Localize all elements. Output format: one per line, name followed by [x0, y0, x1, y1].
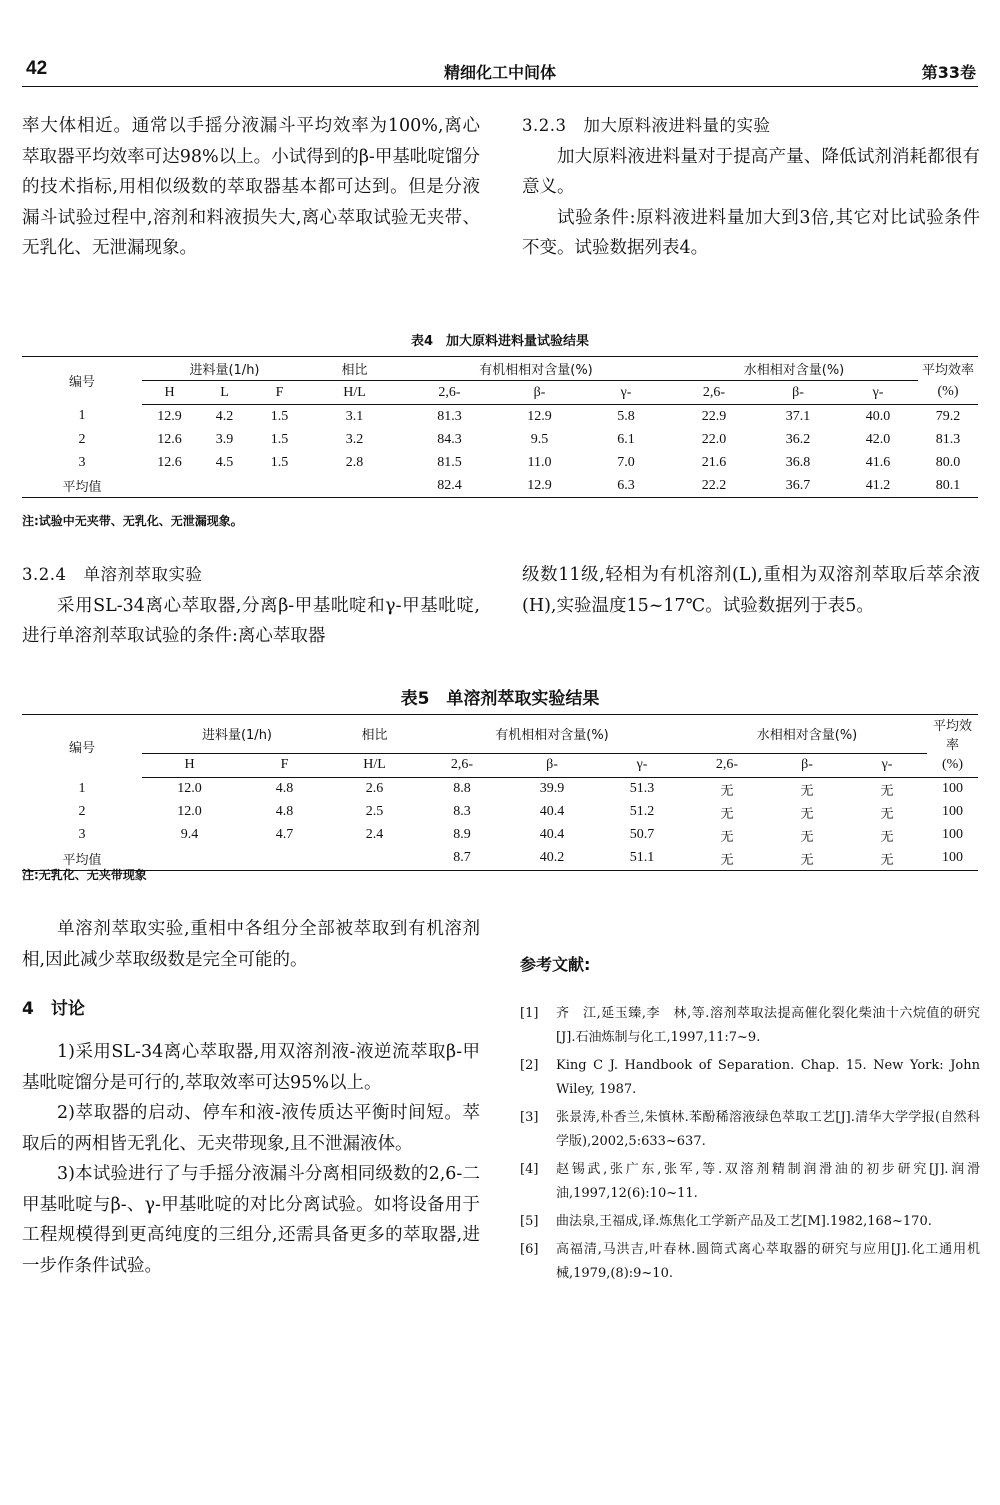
table-cell: 100: [927, 847, 978, 871]
table-cell: 8.7: [417, 847, 507, 871]
table-cell: 79.2: [935, 408, 961, 424]
body-paragraph: 级数11级,轻相为有机溶剂(L),重相为双溶剂萃取后萃余液(H),实验温度15~17℃。试验数据列于表5。: [522, 565, 980, 616]
body-paragraph: 单溶剂萃取实验,重相中各组分全部被萃取到有机溶剂相,因此减少萃取级数是完全可能的。: [22, 919, 480, 970]
table-row: [22, 801, 978, 824]
table-cell: 40.4: [539, 827, 565, 842]
table-cell: 6.3: [582, 474, 670, 498]
table-cell: [197, 474, 252, 498]
volume-label: 第33卷: [921, 63, 976, 82]
page-number: 42: [26, 58, 48, 79]
discussion-item: 1)采用SL-34离心萃取器,用双溶剂液-液逆流萃取β-甲基吡啶馏分是可行的,萃取效率可达95%以上。: [22, 1042, 480, 1093]
section-3-2-4-continued: [522, 560, 980, 621]
table-cell: 51.3: [629, 781, 655, 796]
section-3-2-4: [22, 560, 480, 652]
table-cell: 82.4: [402, 474, 497, 498]
table-cell: 22.9: [701, 408, 727, 424]
table-cell: 平均值: [22, 847, 142, 871]
table-cell: 40.4: [539, 804, 565, 819]
reference-text: 赵锡武,张广东,张军,等.双溶剂精制润滑油的初步研究[J].润滑油,1997,12(6):10~11.: [556, 1162, 980, 1201]
table5-note: 注:无乳化、无夹带现象: [22, 868, 147, 882]
table-cell: 1: [78, 408, 86, 424]
table-cell: 1.5: [270, 454, 289, 470]
table-cell: 2: [78, 804, 86, 819]
sub-header: 2,6-: [402, 381, 497, 405]
table-cell: [142, 474, 197, 498]
sub-header: H: [142, 753, 237, 777]
reference-number: [5]: [520, 1214, 539, 1229]
table-cell: 5.8: [617, 408, 635, 424]
table-cell: 3.1: [345, 408, 364, 424]
table4: [22, 356, 978, 498]
sub-header: H/L: [332, 753, 417, 777]
table-cell: 36.2: [785, 431, 811, 447]
references-list: [520, 1002, 980, 1290]
table-row: [22, 474, 978, 498]
table-cell: 80.1: [918, 474, 978, 498]
table-cell: 无: [800, 783, 814, 799]
table-row: [22, 451, 978, 474]
table-cell: 22.0: [701, 431, 727, 447]
reference-item: [520, 1158, 980, 1206]
reference-number: [3]: [520, 1110, 539, 1125]
table-cell: 41.2: [838, 474, 918, 498]
table-cell: 无: [880, 806, 894, 822]
sub-header: 2,6-: [687, 753, 767, 777]
col-header-efficiency: 平均效率: [927, 715, 978, 754]
table4-note: 注:试验中无夹带、无乳化、无泄漏现象。: [22, 514, 243, 528]
references-heading: 参考文献:: [520, 955, 591, 974]
table-cell: 无: [880, 829, 894, 845]
table-cell: 100: [942, 827, 963, 842]
table-cell: 4.7: [275, 827, 294, 842]
reference-number: [1]: [520, 1006, 539, 1021]
col-header-aqueous: 水相相对含量(%): [687, 715, 927, 754]
sub-header: β-: [497, 381, 582, 405]
table-cell: 9.4: [180, 827, 199, 842]
discussion-item: 3)本试验进行了与手摇分液漏斗分离相同级数的2,6-二甲基吡啶与β-、γ-甲基吡啶的对比分离试验。如将设备用于工程规模得到更高纯度的三组分,还需具备更多的萃取器,进一步作条件试验。: [22, 1164, 480, 1276]
sub-header: F: [252, 381, 307, 405]
table-cell: 11.0: [527, 454, 552, 470]
col-header-ratio: 相比: [332, 715, 417, 754]
sub-header: γ-: [597, 753, 687, 777]
table-cell: 无: [720, 829, 734, 845]
table-cell: 12.9: [497, 474, 582, 498]
reference-text: 张景涛,朴香兰,朱慎林.苯酚稀溶液绿色萃取工艺[J].清华大学学报(自然科学版),2002,5:633~637.: [556, 1110, 980, 1149]
table-cell: 7.0: [617, 454, 635, 470]
table-cell: 8.8: [453, 781, 471, 796]
left-bottom-column: [22, 914, 480, 1281]
table-cell: 4.8: [275, 781, 294, 796]
reference-text: King C J. Handbook of Separation. Chap. 15. New York: John Wiley, 1987.: [556, 1058, 980, 1097]
sub-header: γ-: [847, 753, 927, 777]
table-row: [22, 777, 978, 801]
table-cell: 2: [78, 431, 86, 447]
table-cell: 1.5: [270, 431, 289, 447]
table-cell: 9.5: [530, 431, 549, 447]
table4-body: [22, 405, 978, 498]
sub-header: 2,6-: [670, 381, 758, 405]
table-cell: 84.3: [437, 431, 462, 447]
table-cell: 无: [800, 829, 814, 845]
table-cell: 无: [720, 806, 734, 822]
reference-number: [6]: [520, 1242, 539, 1257]
table-cell: 50.7: [629, 827, 655, 842]
table-cell: 3.9: [215, 431, 234, 447]
sub-header: γ-: [838, 381, 918, 405]
table-cell: 40.2: [507, 847, 597, 871]
sub-header: γ-: [582, 381, 670, 405]
table-cell: 4.2: [215, 408, 234, 424]
reference-number: [2]: [520, 1058, 539, 1073]
table-cell: 22.2: [670, 474, 758, 498]
table5: [22, 714, 978, 871]
table-cell: 3: [78, 454, 86, 470]
col-header-id: 编号: [22, 357, 142, 405]
col-header-feed: 进料量(1/h): [142, 357, 307, 381]
col-header-id: 编号: [22, 715, 142, 778]
table-cell: 81.3: [935, 431, 961, 447]
table-cell: 51.2: [629, 804, 655, 819]
sub-header: (%): [918, 381, 978, 405]
reference-item: [520, 1210, 980, 1234]
table-cell: 2.8: [345, 454, 364, 470]
sub-header: 2,6-: [417, 753, 507, 777]
table5-body: [22, 777, 978, 870]
reference-item: [520, 1002, 980, 1050]
table-cell: 6.1: [617, 431, 635, 447]
table-cell: 36.8: [785, 454, 811, 470]
table-cell: 100: [942, 804, 963, 819]
table-cell: 41.6: [865, 454, 891, 470]
journal-title: 精细化工中间体: [443, 63, 556, 82]
table-cell: 无: [880, 783, 894, 799]
table-cell: [252, 474, 307, 498]
table-cell: 12.0: [177, 781, 202, 796]
body-paragraph: 加大原料液进料量对于提高产量、降低试剂消耗都很有意义。: [522, 146, 980, 197]
reference-text: 齐 江,延玉臻,李 林,等.溶剂萃取法提高催化裂化柴油十六烷值的研究[J].石油炼制与化工,1997,11:7~9.: [556, 1006, 980, 1045]
sub-header: β-: [758, 381, 838, 405]
table-cell: 2.5: [365, 804, 384, 819]
table-cell: 无: [767, 847, 847, 871]
section-3-2-3: [522, 111, 980, 264]
table-cell: 100: [942, 781, 963, 796]
reference-item: [520, 1238, 980, 1286]
table-cell: 3.2: [345, 431, 364, 447]
sub-header: H/L: [307, 381, 402, 405]
page-header: [22, 56, 978, 87]
table4-caption: 表4 加大原料进料量试验结果: [410, 334, 590, 349]
table-cell: [142, 847, 237, 871]
table-cell: 39.9: [539, 781, 565, 796]
sub-header: β-: [507, 753, 597, 777]
table-row: [22, 847, 978, 871]
table-cell: 51.1: [597, 847, 687, 871]
body-paragraph: 率大体相近。通常以手摇分液漏斗平均效率为100%,离心萃取器平均效率可达98%以上。小试得到的β-甲基吡啶馏分的技术指标,用相似级数的萃取器基本都可达到。但是分液漏斗试验过程中,溶剂和料液损失大,离心萃取试验无夹带、无乳化、无泄漏现象。: [22, 116, 480, 258]
table-cell: 12.6: [157, 431, 182, 447]
table-cell: 无: [800, 806, 814, 822]
table-cell: [307, 474, 402, 498]
table-cell: 12.9: [527, 408, 552, 424]
table-cell: 12.0: [177, 804, 202, 819]
col-header-aqueous: 水相相对含量(%): [670, 357, 918, 381]
table5-caption: 表5 单溶剂萃取实验结果: [400, 689, 600, 709]
reference-item: [520, 1054, 980, 1102]
table-cell: [332, 847, 417, 871]
reference-number: [4]: [520, 1162, 539, 1177]
reference-text: 高福清,马洪吉,叶春林.圆筒式离心萃取器的研究与应用[J].化工通用机械,1979,(8):9~10.: [556, 1242, 980, 1281]
sub-header: β-: [767, 753, 847, 777]
body-paragraph: 采用SL-34离心萃取器,分离β-甲基吡啶和γ-甲基吡啶,进行单溶剂萃取试验的条件:离心萃取器: [22, 595, 480, 646]
table-cell: 4.8: [275, 804, 294, 819]
table-cell: 80.0: [935, 454, 961, 470]
table-cell: 无: [847, 847, 927, 871]
table-cell: 无: [687, 847, 767, 871]
col-header-organic: 有机相相对含量(%): [402, 357, 670, 381]
reference-item: [520, 1106, 980, 1154]
body-paragraph: 试验条件:原料液进料量加大到3倍,其它对比试验条件不变。试验数据列表4。: [522, 207, 980, 258]
sub-header: F: [237, 753, 332, 777]
sub-header: (%): [927, 753, 978, 777]
table-row: [22, 428, 978, 451]
left-top-column: [22, 111, 480, 264]
table-row: [22, 405, 978, 429]
section-heading: 3.2.4 单溶剂萃取实验: [22, 565, 203, 584]
table-cell: 12.6: [157, 454, 182, 470]
col-header-efficiency: 平均效率: [918, 357, 978, 381]
table-cell: 37.1: [785, 408, 811, 424]
table-cell: [237, 847, 332, 871]
table-cell: 4.5: [215, 454, 234, 470]
table-cell: 40.0: [865, 408, 891, 424]
table-cell: 无: [720, 783, 734, 799]
discussion-item: 2)萃取器的启动、停车和液-液传质达平衡时间短。萃取后的两相皆无乳化、无夹带现象,且不泄漏液体。: [22, 1103, 480, 1154]
table-cell: 1: [78, 780, 86, 796]
col-header-feed: 进料量(1/h): [142, 715, 332, 754]
sub-header: L: [197, 381, 252, 405]
table-cell: 81.3: [437, 408, 462, 424]
table-cell: 42.0: [865, 431, 891, 447]
table-cell: 81.5: [437, 454, 462, 470]
table-cell: 36.7: [758, 474, 838, 498]
col-header-ratio: 相比: [307, 357, 402, 381]
table-cell: 2.4: [365, 827, 384, 842]
section-heading: 3.2.3 加大原料液进料量的实验: [522, 116, 771, 135]
table-cell: 8.3: [453, 804, 471, 819]
col-header-organic: 有机相相对含量(%): [417, 715, 687, 754]
table-cell: 12.9: [157, 408, 182, 424]
sub-header: H: [142, 381, 197, 405]
table-cell: 2.6: [365, 781, 384, 796]
table-cell: 3: [78, 827, 86, 842]
table-row: [22, 824, 978, 847]
table-cell: 21.6: [701, 454, 727, 470]
table-cell: 平均值: [22, 474, 142, 498]
table-cell: 8.9: [453, 827, 471, 842]
discussion-heading: 4 讨论: [22, 999, 85, 1019]
table-cell: 1.5: [270, 408, 289, 424]
reference-text: 曲法泉,王福成,译.炼焦化工学新产品及工艺[M].1982,168~170.: [556, 1214, 932, 1229]
